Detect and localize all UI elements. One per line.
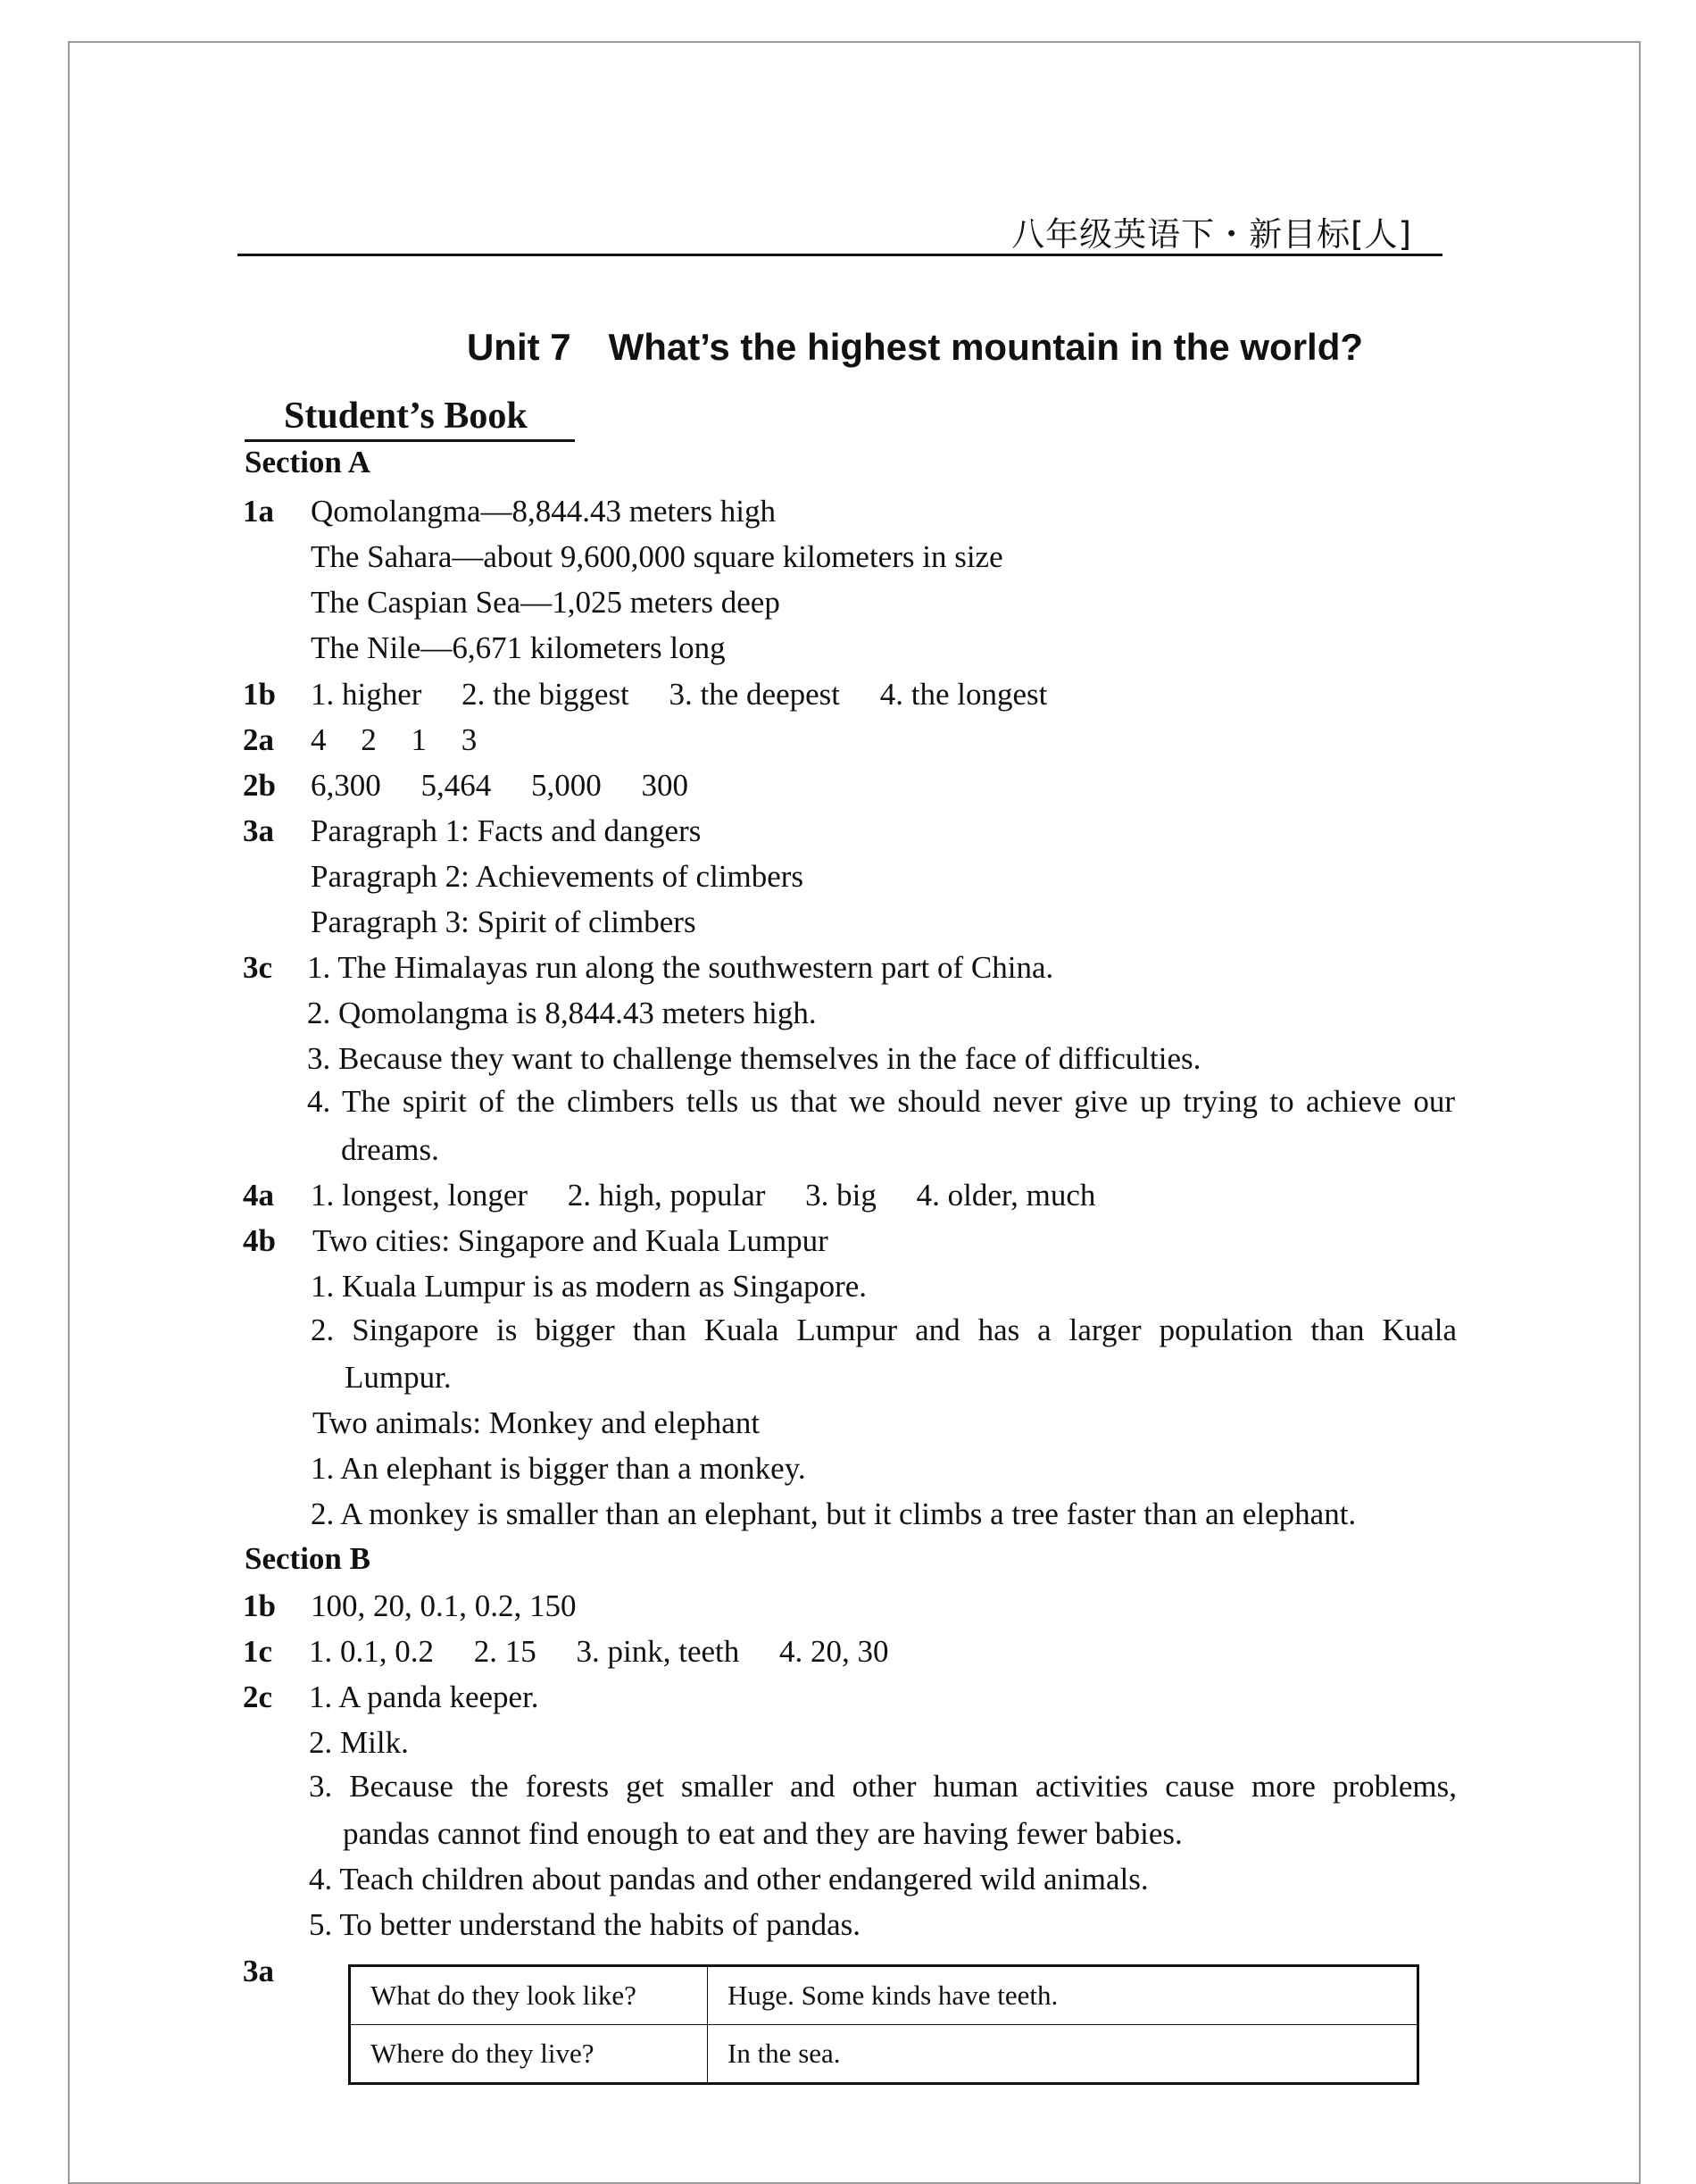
label-4a: 4a: [243, 1178, 274, 1213]
label-b-3a: 3a: [243, 1954, 274, 1988]
label-b-1c: 1c: [243, 1634, 273, 1669]
answer-2a-item: 1: [411, 722, 427, 757]
label-3c: 3c: [243, 950, 273, 985]
answer-1b: [311, 675, 1047, 714]
label-b-2c: 2c: [243, 1680, 273, 1714]
answer-b-1b: 100, 20, 0.1, 0.2, 150: [311, 1588, 577, 1623]
book-title-block: [245, 389, 575, 442]
answer-2b-item: 300: [641, 768, 688, 803]
label-4b: 4b: [243, 1223, 276, 1258]
answer-2b-item: 6,300: [311, 768, 381, 803]
answer-b-1c-item: 2. 15: [473, 1634, 536, 1669]
label-2b: 2b: [243, 768, 276, 803]
running-header: [237, 204, 1442, 256]
table-cell-question: What do they look like?: [350, 1966, 708, 2025]
answer-b-1c-item: 4. 20, 30: [779, 1634, 889, 1669]
table-row: [350, 1966, 1418, 2025]
answer-3a-line-1: Paragraph 1: Facts and dangers: [311, 813, 702, 848]
book-title: Student’s Book: [284, 396, 528, 437]
answer-2a: [311, 721, 477, 760]
answer-4a-item: 4. older, much: [916, 1178, 1096, 1213]
answer-1b-item: 1. higher: [311, 677, 422, 712]
answer-4a: [311, 1176, 1095, 1215]
answer-2a-item: 3: [461, 722, 478, 757]
answer-b-2c-line-3: 3. Because the forests get smaller and other human activities cause more problems,: [309, 1769, 1457, 1804]
answer-1a-line-4: The Nile—6,671 kilometers long: [311, 630, 726, 665]
answer-2b-item: 5,000: [531, 768, 602, 803]
answer-1a-line-1: Qomolangma—8,844.43 meters high: [311, 494, 777, 529]
answer-b-2c-line-5: 4. Teach children about pandas and other endangered wild animals.: [309, 1862, 1149, 1896]
answer-2a-item: 4: [311, 722, 327, 757]
answer-4b-line-1: Two cities: Singapore and Kuala Lumpur: [312, 1223, 828, 1258]
answer-b-1c-item: 1. 0.1, 0.2: [309, 1634, 434, 1669]
answer-3c-line-4: 4. The spirit of the climbers tells us that we should never give up trying to achieve our: [307, 1084, 1455, 1119]
answer-4b-line-2: 1. Kuala Lumpur is as modern as Singapore.: [311, 1269, 868, 1304]
answer-3a-line-2: Paragraph 2: Achievements of climbers: [311, 859, 804, 894]
table-cell-question: Where do they live?: [350, 2025, 708, 2084]
answer-4b-line-4: Lumpur.: [345, 1360, 452, 1395]
answer-1b-item: 2. the biggest: [461, 677, 629, 712]
answer-4b-line-6: 1. An elephant is bigger than a monkey.: [311, 1451, 806, 1486]
answer-b-2c-line-6: 5. To better understand the habits of pandas.: [309, 1907, 861, 1942]
table-cell-answer: Huge. Some kinds have teeth.: [708, 1966, 1418, 2025]
answer-1a-line-2: The Sahara—about 9,600,000 square kilometers in size: [311, 539, 1003, 574]
answer-3a-line-3: Paragraph 3: Spirit of climbers: [311, 904, 696, 939]
answer-1b-item: 4. the longest: [879, 677, 1048, 712]
answer-b-2c-line-1: 1. A panda keeper.: [309, 1680, 539, 1714]
section-b-label: Section B: [245, 1541, 370, 1576]
answer-4a-item: 3. big: [805, 1178, 877, 1213]
answer-b-3a-table: [348, 1964, 1419, 2085]
answer-3c-line-5: dreams.: [341, 1132, 439, 1167]
answer-4b-line-3: 2. Singapore is bigger than Kuala Lumpur and has a larger population than Kuala: [311, 1313, 1457, 1347]
answer-4a-item: 1. longest, longer: [311, 1178, 528, 1213]
answer-3c-line-3: 3. Because they want to challenge themselves in the face of difficulties.: [307, 1041, 1201, 1076]
answer-b-2c-line-4: pandas cannot find enough to eat and they are having fewer babies.: [343, 1816, 1183, 1851]
answer-2b-item: 5,464: [420, 768, 492, 803]
answer-2a-item: 2: [361, 722, 377, 757]
label-2a: 2a: [243, 722, 274, 757]
answer-1b-item: 3. the deepest: [669, 677, 841, 712]
answer-4b-line-7: 2. A monkey is smaller than an elephant, but it climbs a tree faster than an elephant.: [311, 1496, 1357, 1531]
answer-3c-line-2: 2. Qomolangma is 8,844.43 meters high.: [307, 996, 817, 1030]
label-1a: 1a: [243, 494, 274, 529]
table-cell-answer: In the sea.: [708, 2025, 1418, 2084]
header-text: 八年级英语下・新目标[人]: [1011, 215, 1412, 254]
table-row: [350, 2025, 1418, 2084]
label-b-1b: 1b: [243, 1588, 276, 1623]
section-a-label: Section A: [245, 445, 370, 479]
label-3a: 3a: [243, 813, 274, 848]
answer-b-1c-item: 3. pink, teeth: [576, 1634, 740, 1669]
answer-3c-line-1: 1. The Himalayas run along the southwestern part of China.: [307, 950, 1054, 985]
answer-4b-line-5: Two animals: Monkey and elephant: [312, 1405, 761, 1440]
answer-b-1c: [309, 1632, 889, 1671]
unit-title: Unit 7 What’s the highest mountain in the world?: [466, 326, 1364, 368]
answer-2b: [311, 766, 688, 805]
answer-b-2c-line-2: 2. Milk.: [309, 1725, 409, 1760]
answer-4a-item: 2. high, popular: [567, 1178, 766, 1213]
answer-1a-line-3: The Caspian Sea—1,025 meters deep: [311, 585, 780, 620]
label-1b: 1b: [243, 677, 276, 712]
